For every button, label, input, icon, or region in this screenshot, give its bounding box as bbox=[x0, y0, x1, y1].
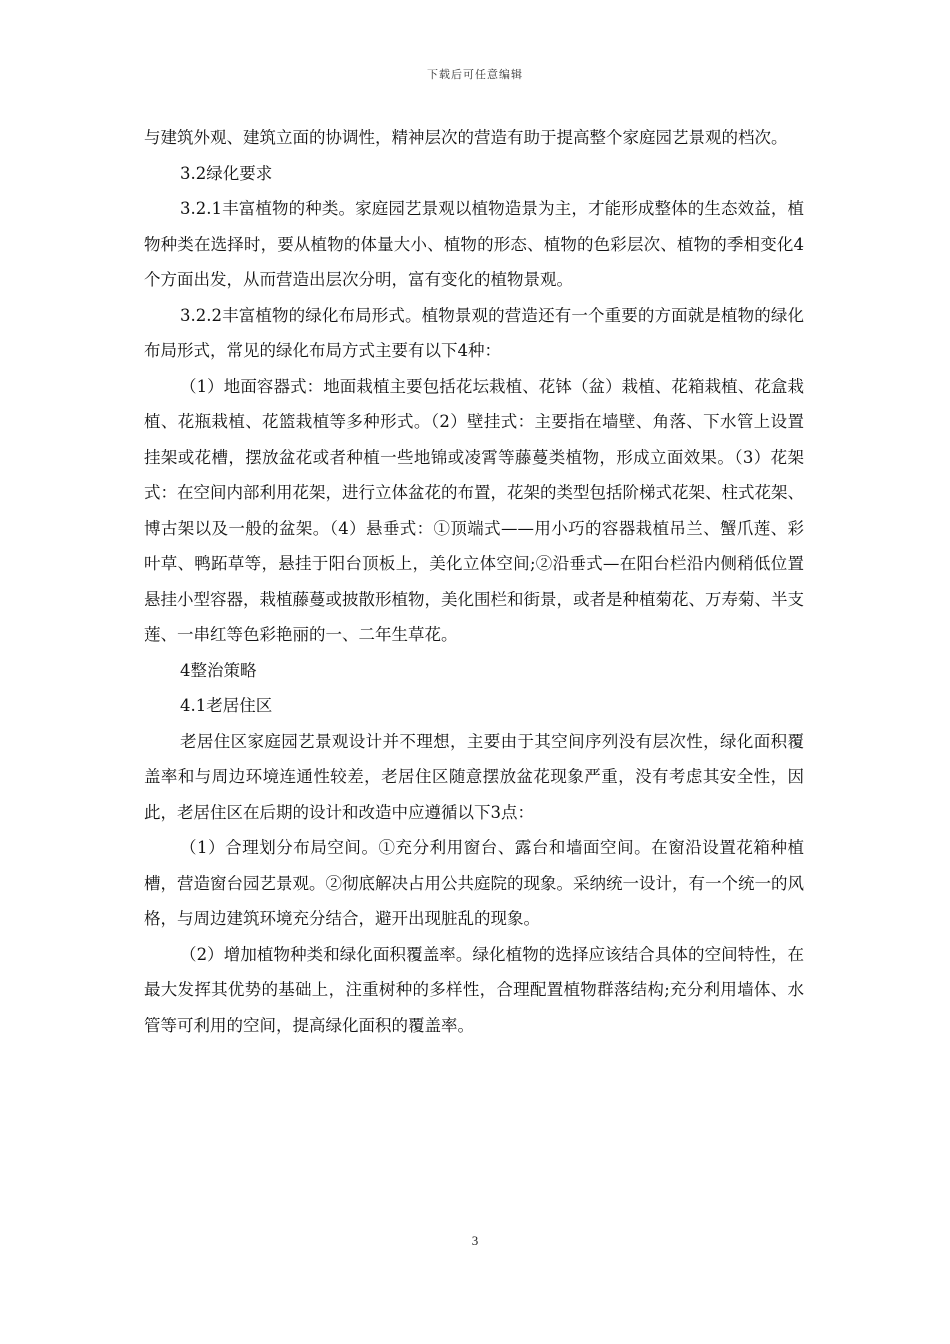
paragraph-point-2: （2）增加植物种类和绿化面积覆盖率。绿化植物的选择应该结合具体的空间特性，在最大发挥其优势的基础上，注重树种的多样性，合理配置植物群落结构;充分利用墙体、水管等可利用的空间，提高绿化面积的覆盖率。 bbox=[144, 944, 804, 1035]
page-header: 下载后可任意编辑 bbox=[427, 68, 523, 81]
paragraph-3-2-2: 3.2.2丰富植物的绿化布局形式。植物景观的营造还有一个重要的方面就是植物的绿化布局形式，常见的绿化布局方式主要有以下4种： bbox=[144, 305, 804, 360]
section-heading-4: 4整治策略 bbox=[180, 660, 257, 680]
document-body bbox=[144, 120, 804, 1043]
paragraph-layout-forms: （1）地面容器式：地面栽植主要包括花坛栽植、花钵（盆）栽植、花箱栽植、花盒栽植、花瓶栽植、花篮栽植等多种形式。（2）壁挂式：主要指在墙壁、角落、下水管上设置挂架或花槽，摆放盆花或者种植一些地锦或凌霄等藤蔓类植物，形成立面效果。（3）花架式：在空间内部利用花架，进行立体盆花的布置，花架的类型包括阶梯式花架、柱式花架、博古架以及一般的盆架。（4）悬垂式：①顶端式——用小巧的容器栽植吊兰、蟹爪莲、彩叶草、鸭跖草等，悬挂于阳台顶板上，美化立体空间;②沿垂式—在阳台栏沿内侧稍低位置悬挂小型容器，栽植藤蔓或披散形植物，美化围栏和街景，或者是种植菊花、万寿菊、半支莲、一串红等色彩艳丽的一、二年生草花。 bbox=[144, 376, 804, 644]
page-number: 3 bbox=[471, 1233, 479, 1248]
paragraph-point-1: （1）合理划分布局空间。①充分利用窗台、露台和墙面空间。在窗沿设置花箱种植槽，营造窗台园艺景观。②彻底解决占用公共庭院的现象。采纳统一设计，有一个统一的风格，与周边建筑环境充分结合，避开出现脏乱的现象。 bbox=[144, 838, 804, 928]
section-heading-3-2: 3.2绿化要求 bbox=[180, 163, 273, 183]
section-heading-4-1: 4.1老居住区 bbox=[180, 696, 273, 715]
paragraph-3-2-1: 3.2.1丰富植物的种类。家庭园艺景观以植物造景为主，才能形成整体的生态效益，植物种类在选择时，要从植物的体量大小、植物的形态、植物的色彩层次、植物的季相变化4个方面出发，从而营造出层次分明，富有变化的植物景观。 bbox=[144, 199, 804, 289]
paragraph-continuation: 与建筑外观、建筑立面的协调性，精神层次的营造有助于提高整个家庭园艺景观的档次。 bbox=[144, 128, 788, 147]
paragraph-old-residential: 老居住区家庭园艺景观设计并不理想，主要由于其空间序列没有层次性，绿化面积覆盖率和与周边环境连通性较差，老居住区随意摆放盆花现象严重，没有考虑其安全性，因此，老居住区在后期的设计和改造中应遵循以下3点： bbox=[144, 731, 804, 822]
